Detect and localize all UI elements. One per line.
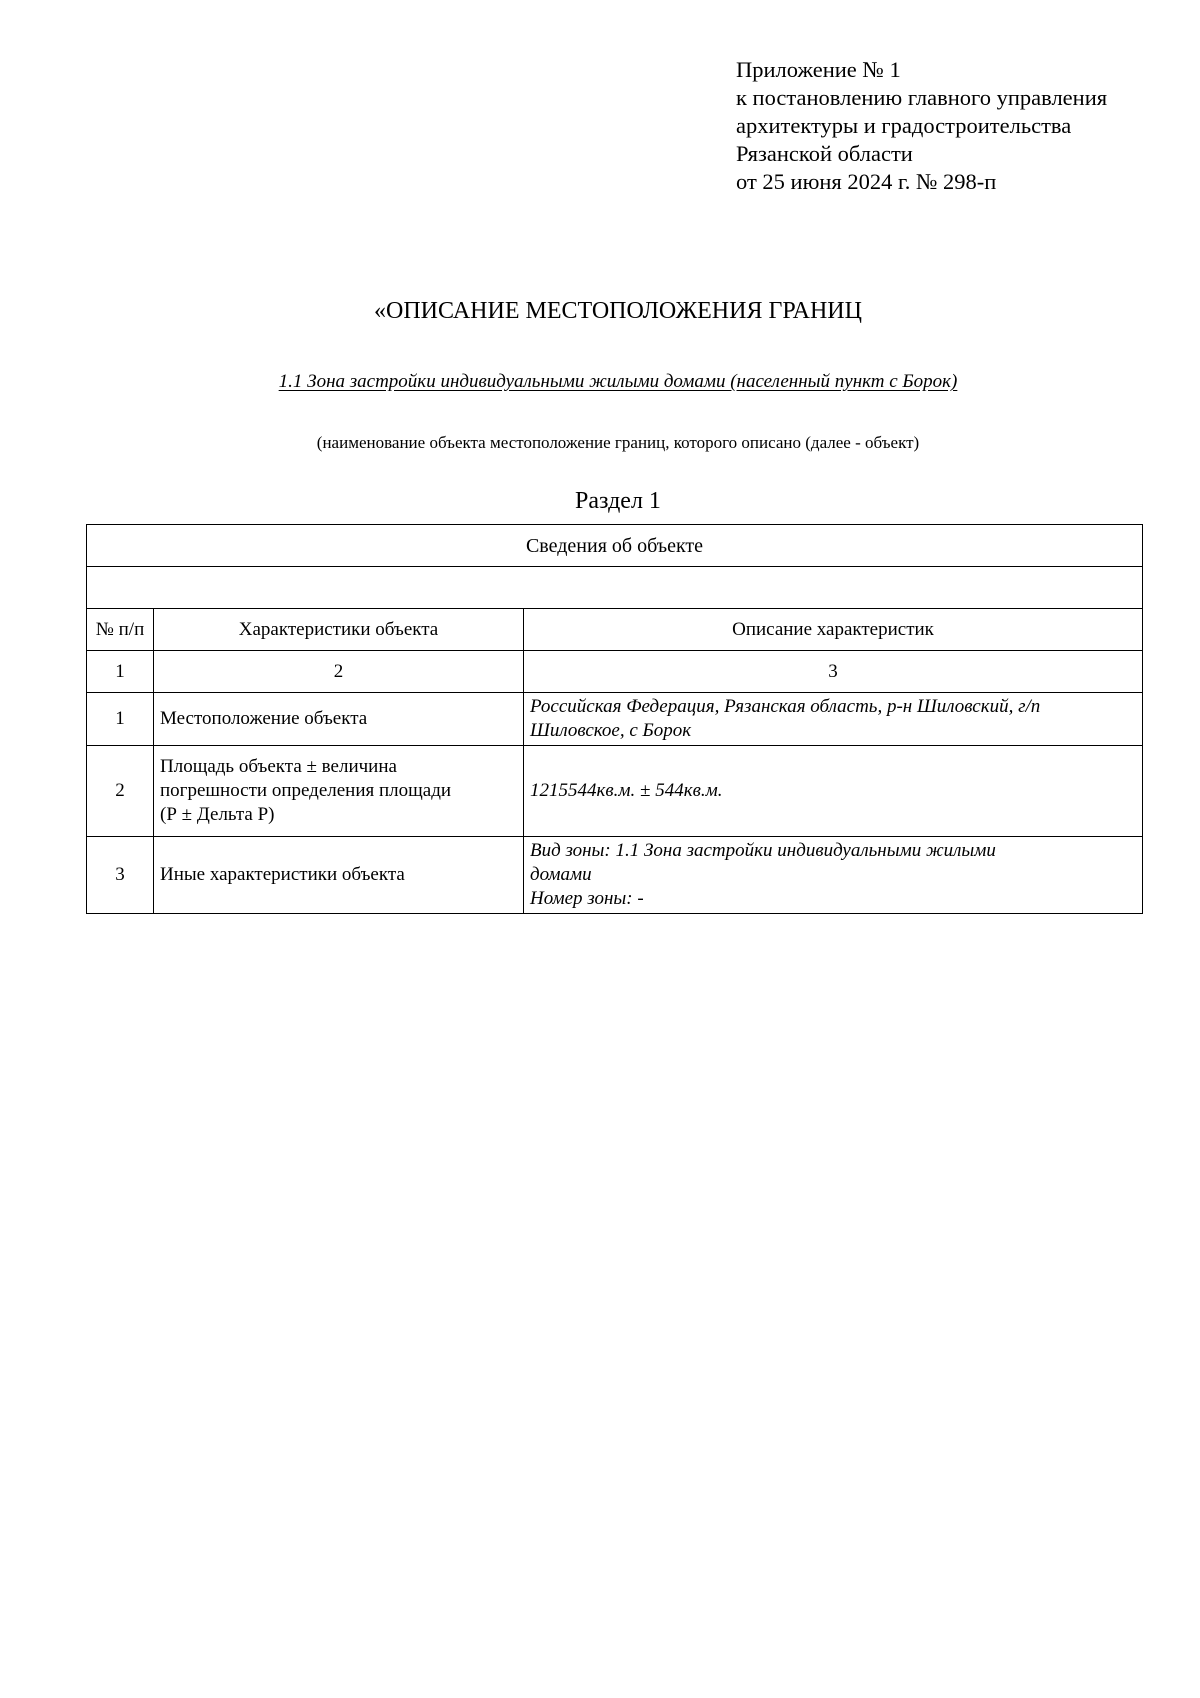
row-characteristic xyxy=(154,837,524,914)
appendix-line: архитектуры и градостроительства xyxy=(736,113,1072,138)
table-caption-row xyxy=(87,525,1143,567)
table-empty-row xyxy=(87,567,1143,609)
section-title: Раздел 1 xyxy=(575,488,661,514)
row-characteristic-line: Местоположение объекта xyxy=(160,708,368,729)
header-characteristic: Характеристики объекта xyxy=(154,609,524,651)
row-description-line: Номер зоны: - xyxy=(530,888,644,909)
appendix-line: Приложение № 1 xyxy=(736,57,901,82)
row-description-line: Шиловское, с Борок xyxy=(530,720,692,741)
table-header-row xyxy=(87,609,1143,651)
table-row xyxy=(87,837,1143,914)
index-cell: 2 xyxy=(154,651,524,693)
appendix-block xyxy=(736,56,1107,196)
row-characteristic-line: (Р ± Дельта Р) xyxy=(160,804,275,825)
appendix-line: от 25 июня 2024 г. № 298-п xyxy=(736,169,997,194)
row-characteristic-line: Иные характеристики объекта xyxy=(160,864,405,885)
table-index-row xyxy=(87,651,1143,693)
appendix-line: к постановлению главного управления xyxy=(736,85,1108,110)
row-description xyxy=(524,746,1143,837)
object-caption: (наименование объекта местоположение границ, которого описано (далее - объект) xyxy=(316,433,920,452)
row-num: 1 xyxy=(87,693,154,746)
row-num: 3 xyxy=(87,837,154,914)
row-description xyxy=(524,837,1143,914)
row-characteristic xyxy=(154,746,524,837)
zone-name-text: 1.1 Зона застройки индивидуальными жилыми домами (населенный пункт с Борок) xyxy=(278,371,958,392)
document-title: «ОПИСАНИЕ МЕСТОПОЛОЖЕНИЯ ГРАНИЦ xyxy=(374,298,862,324)
appendix-line: Рязанской области xyxy=(736,141,913,166)
table-caption: Сведения об объекте xyxy=(87,525,1143,567)
row-description-line: Вид зоны: 1.1 Зона застройки индивидуальными жилыми xyxy=(530,840,996,861)
row-characteristic xyxy=(154,693,524,746)
table-row xyxy=(87,746,1143,837)
header-num: № п/п xyxy=(87,609,154,651)
header-description: Описание характеристик xyxy=(524,609,1143,651)
object-info-table xyxy=(86,524,1143,914)
zone-name xyxy=(0,370,1200,394)
index-cell: 3 xyxy=(524,651,1143,693)
row-description-line: домами xyxy=(530,864,592,885)
table-row xyxy=(87,693,1143,746)
index-cell: 1 xyxy=(87,651,154,693)
row-description xyxy=(524,693,1143,746)
row-description-line: 1215544кв.м. ± 544кв.м. xyxy=(530,780,723,801)
row-description-line: Российская Федерация, Рязанская область, р-н Шиловский, г/п xyxy=(530,696,1041,717)
row-characteristic-line: Площадь объекта ± величина xyxy=(160,756,397,777)
row-characteristic-line: погрешности определения площади xyxy=(160,780,452,801)
row-num: 2 xyxy=(87,746,154,837)
table-empty-cell xyxy=(87,567,1143,609)
